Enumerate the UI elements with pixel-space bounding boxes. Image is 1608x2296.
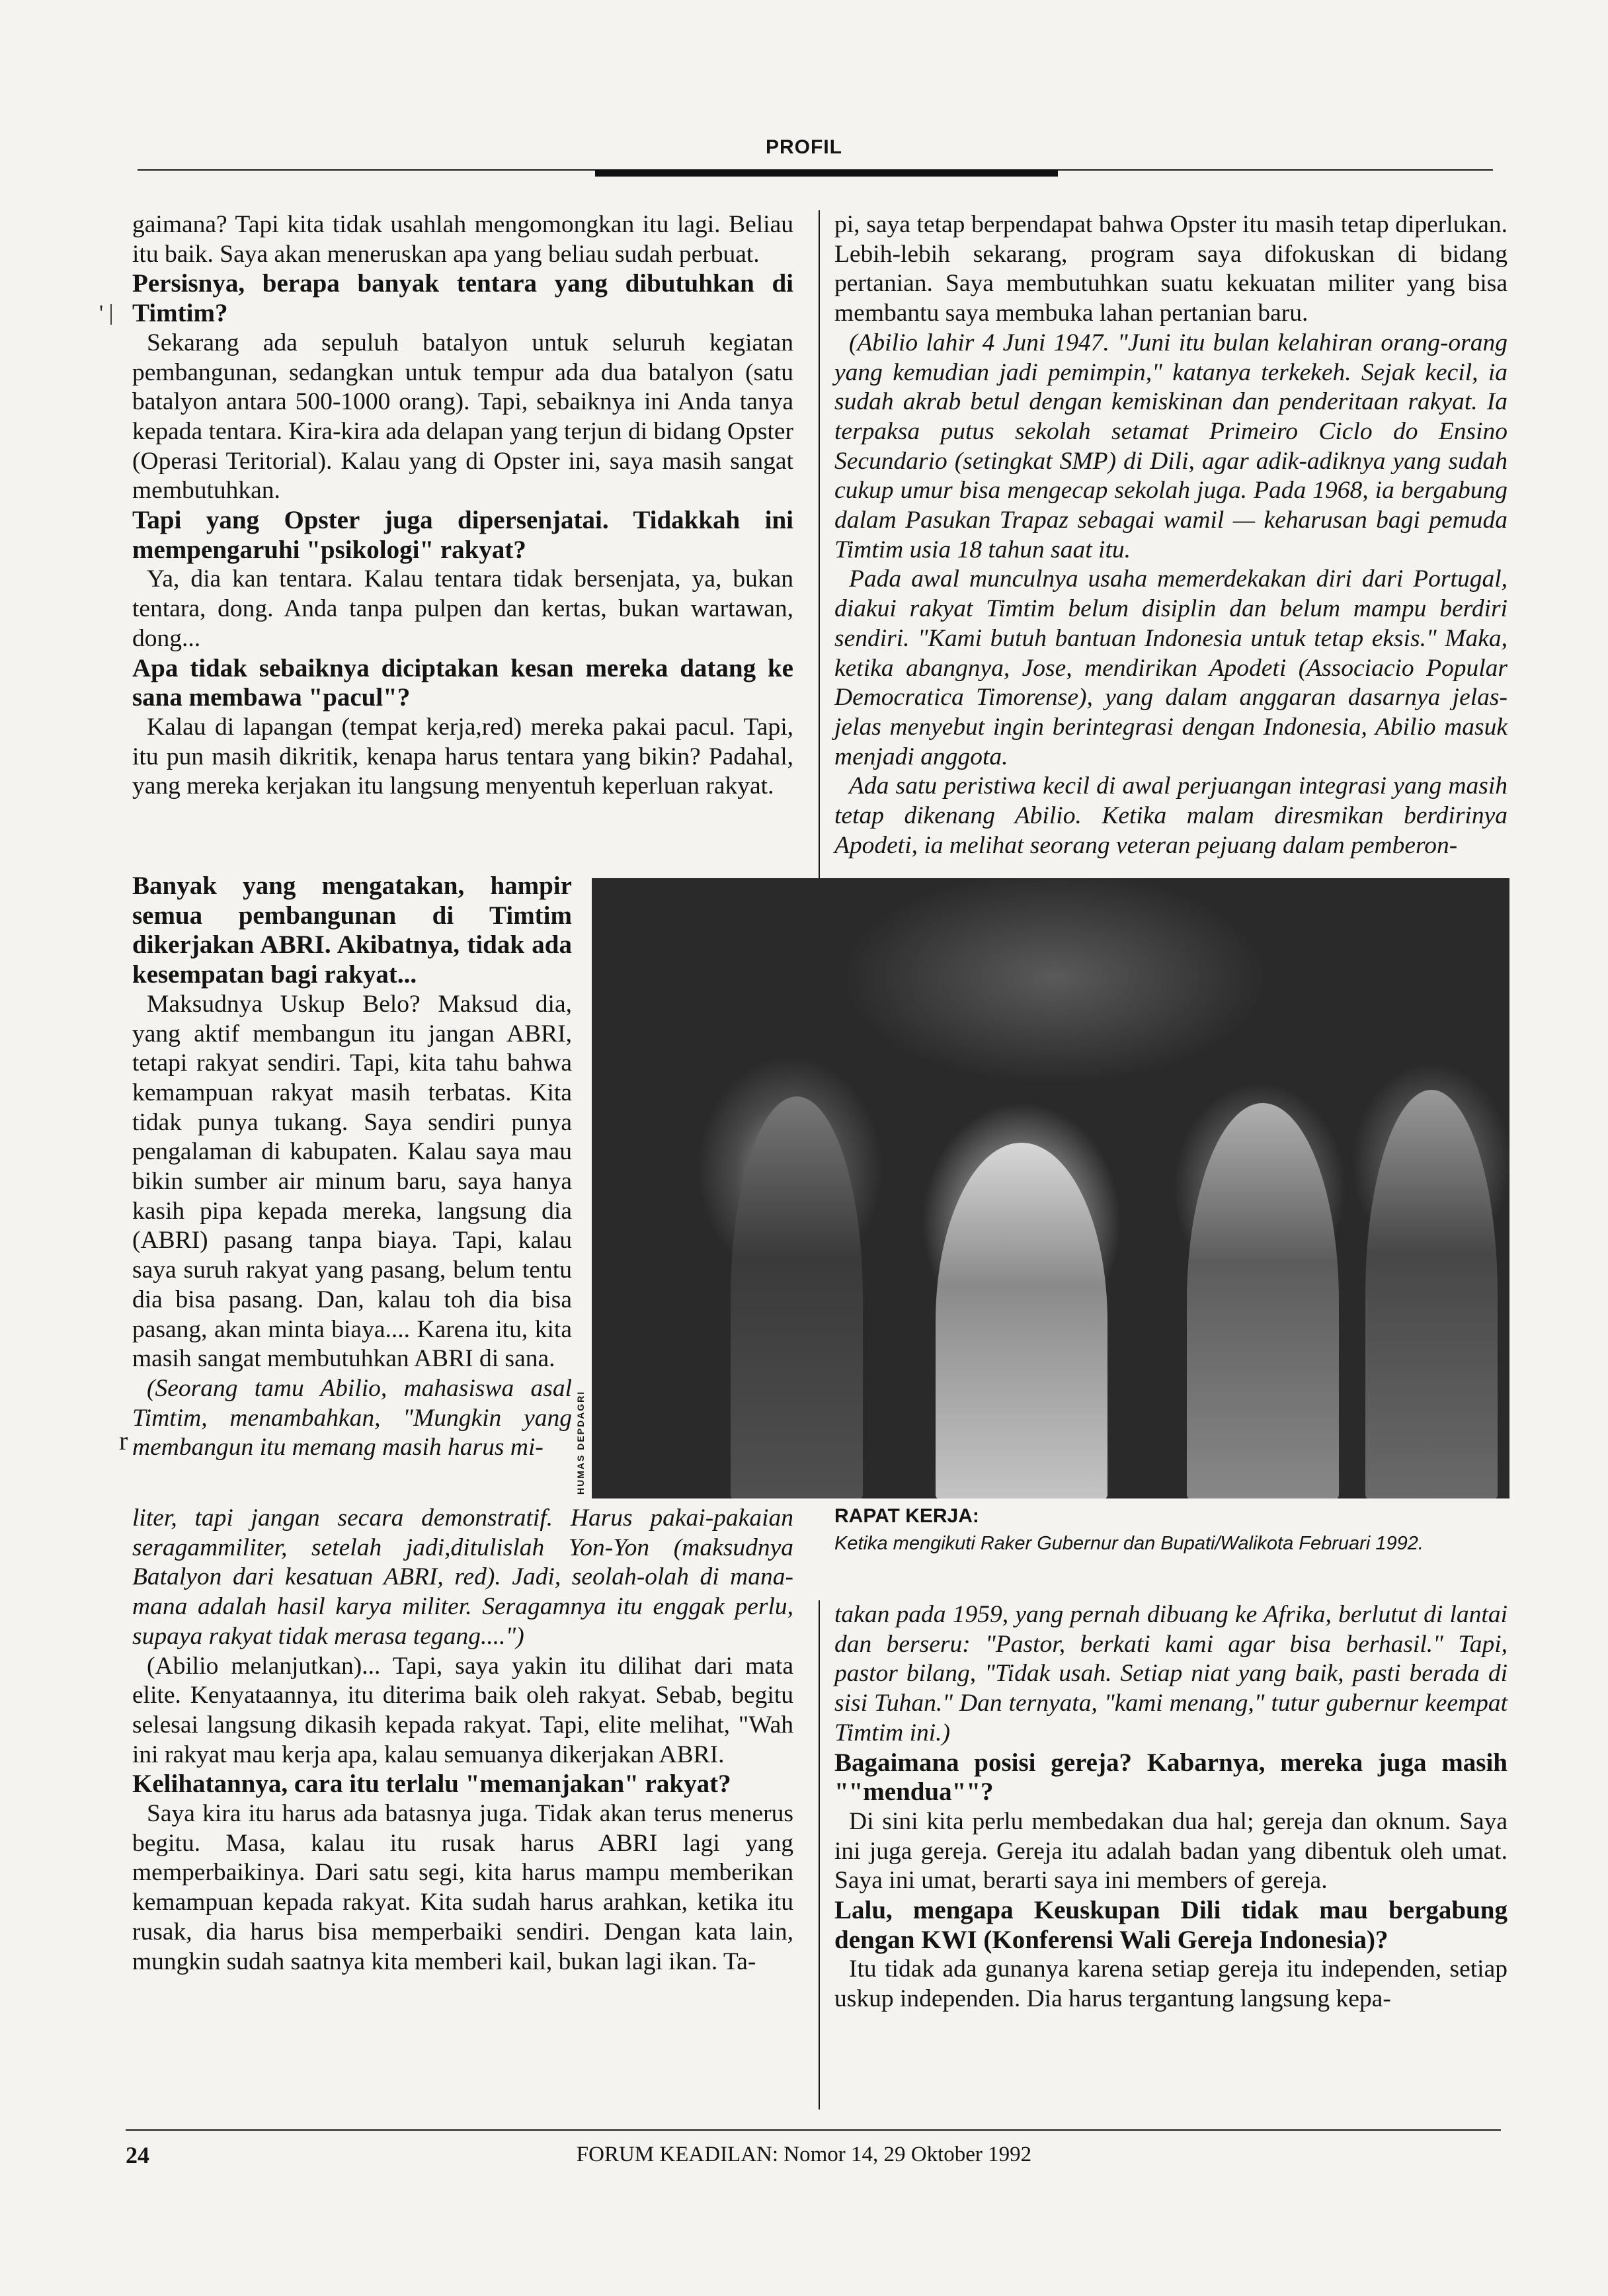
- margin-mark: r: [119, 1426, 128, 1456]
- article-column-right-bottom: [834, 1600, 1508, 2014]
- interview-question: Apa tidak sebaiknya diciptakan kesan mereka datang ke sana membawa "pacul"?: [132, 653, 793, 712]
- article-paragraph: Ya, dia kan tentara. Kalau tentara tidak bersenjata, ya, bukan tentara, dong. Anda tanpa pulpen dan kertas, bukan wartawan, dong...: [132, 565, 793, 652]
- article-paragraph: gaimana? Tapi kita tidak usahlah mengomongkan itu lagi. Beliau itu baik. Saya akan meneruskan apa yang beliau sudah perbuat.: [132, 211, 793, 268]
- article-column-left-bottom: [132, 1504, 793, 1977]
- interview-question: Persisnya, berapa banyak tentara yang dibutuhkan di Timtim?: [132, 269, 793, 328]
- interview-question: Tapi yang Opster juga dipersenjatai. Tidakkah ini mempengaruhi "psikologi" rakyat?: [132, 506, 793, 564]
- bottom-rule: [126, 2129, 1501, 2131]
- photo-person: [1187, 1103, 1339, 1498]
- photo-person: [1365, 1090, 1498, 1498]
- top-rule-accent: [595, 170, 1058, 177]
- article-paragraph: (Seorang tamu Abilio, mahasiswa asal Timtim, menambahkan, "Mungkin yang membangun itu memang masih harus mi-: [132, 1374, 572, 1461]
- interview-question: Bagaimana posisi gereja? Kabarnya, mereka juga masih ""mendua""?: [834, 1748, 1508, 1807]
- article-paragraph: Saya kira itu harus ada batasnya juga. Tidak akan terus menerus begitu. Masa, kalau itu rusak harus ABRI lagi yang memperbaikinya. Dari satu segi, kita harus mampu memberikan kemampuan kepada rakyat. Kita sudah harus arahkan, ketika itu rusak, dia harus bisa memperbaiki sendiri. Dengan kata lain, mungkin sudah saatnya kita memberi kail, bukan lagi ikan. Ta-: [132, 1800, 793, 1975]
- article-column-left-middle: [132, 872, 572, 1463]
- photo-person: [936, 1143, 1107, 1498]
- photo-person: [731, 1096, 863, 1498]
- article-paragraph: pi, saya tetap berpendapat bahwa Opster itu masih tetap diperlukan. Lebih-lebih sekarang, program saya difokuskan di bidang pertanian. Saya membutuhkan suatu kekuatan militer yang bisa membantu saya membuka lahan pertanian baru.: [834, 211, 1508, 327]
- interview-question: Banyak yang mengatakan, hampir semua pembangunan di Timtim dikerjakan ABRI. Akibatnya, tidak ada kesempatan bagi rakyat...: [132, 872, 572, 989]
- article-paragraph: (Abilio melanjutkan)... Tapi, saya yakin itu dilihat dari mata elite. Kenyataannya, itu diterima baik oleh rakyat. Sebab, begitu selesai langsung dikasih kepada rakyat. Tapi, elite melihat, "Wah ini rakyat mau kerja apa, kalau semuanya dikerjakan ABRI.: [132, 1652, 793, 1768]
- article-paragraph: liter, tapi jangan secara demonstratif. Harus pakai-pakaian seragammiliter, setelah jadi,ditulislah Yon-Yon (maksudnya Batalyon dari kesatuan ABRI, red). Jadi, seolah-olah di mana-mana adalah hasil karya militer. Seragamnya itu enggak perlu, supaya rakyat tidak merasa tegang...."): [132, 1504, 793, 1650]
- publication-footer: FORUM KEADILAN: Nomor 14, 29 Oktober 1992: [576, 2143, 1032, 2166]
- article-paragraph: (Abilio lahir 4 Juni 1947. "Juni itu bulan kelahiran orang-orang yang kemudian jadi pemimpin," katanya terkekeh. Sejak kecil, ia sudah akrab betul dengan kemiskinan dan penderitaan rakyat. Ia terpaksa putus sekolah setamat Primeiro Ciclo do Ensino Secundario (setingkat SMP) di Dili, agar adik-adiknya yang sudah cukup umur bisa mengecap sekolah juga. Pada 1968, ia bergabung dalam Pasukan Trapaz sebagai wamil — keharusan bagi pemuda Timtim usia 18 tahun saat itu.: [834, 329, 1508, 563]
- article-paragraph: Kalau di lapangan (tempat kerja,red) mereka pakai pacul. Tapi, itu pun masih dikritik, kenapa harus tentara yang bikin? Padahal, yang mereka kerjakan itu langsung menyentuh keperluan rakyat.: [132, 713, 793, 800]
- article-paragraph: Maksudnya Uskup Belo? Maksud dia, yang aktif membangun itu jangan ABRI, tetapi rakyat sendiri. Tapi, kita tahu bahwa kemampuan rakyat masih terbatas. Kita tidak punya tukang. Saya sendiri punya pengalaman di kabupaten. Kalau saya mau bikin sumber air minum baru, saya hanya kasih pipa kepada mereka, langsung dia (ABRI) pasang tanpa biaya. Tapi, kalau saya suruh rakyat yang pasang, belum tentu dia bisa pasang. Dan, kalau toh dia bisa pasang, akan minta biaya.... Karena itu, kita masih sangat membutuhkan ABRI di sana.: [132, 990, 572, 1373]
- page-number: 24: [126, 2142, 149, 2168]
- article-paragraph: Sekarang ada sepuluh batalyon untuk seluruh kegiatan pembangunan, sedangkan untuk tempur ada dua batalyon (satu batalyon antara 500-1000 orang). Tapi, sebaiknya ini Anda tanya kepada tentara. Kira-kira ada delapan yang terjun di bidang Opster (Operasi Teritorial). Kalau yang di Opster ini, saya masih sangat membutuhkan.: [132, 329, 793, 505]
- interview-question: Lalu, mengapa Keuskupan Dili tidak mau bergabung dengan KWI (Konferensi Wali Gereja Indonesia)?: [834, 1896, 1508, 1954]
- article-column-right-top: [834, 210, 1508, 860]
- news-photo: [592, 878, 1509, 1498]
- article-paragraph: Ada satu peristiwa kecil di awal perjuangan integrasi yang masih tetap dikenang Abilio. Ketika malam diresmikan berdirinya Apodeti, ia melihat seorang veteran pejuang dalam pemberon-: [834, 772, 1508, 859]
- article-paragraph: Pada awal munculnya usaha memerdekakan diri dari Portugal, diakui rakyat Timtim belum disiplin dan belum mampu berdiri sendiri. "Kami butuh bantuan Indonesia untuk tetap eksis." Maka, ketika abangnya, Jose, mendirikan Apodeti (Associacio Popular Democratica Timorense), yang dalam anggaran dasarnya jelas-jelas menyebut ingin berintegrasi dengan Indonesia, Abilio masuk menjadi anggota.: [834, 565, 1508, 770]
- article-column-left: [132, 210, 793, 801]
- article-paragraph: takan pada 1959, yang pernah dibuang ke Afrika, berlutut di lantai dan berseru: "Pastor, berkati kami agar bisa berhasil." Tapi, pastor bilang, "Tidak usah. Setiap niat yang baik, pasti berada di sisi Tuhan." Dan ternyata, "kami menang," tutur gubernur keempat Timtim ini.): [834, 1601, 1508, 1746]
- section-label: PROFIL: [766, 136, 842, 158]
- photo-credit: HUMAS DEPDAGRI: [575, 1390, 586, 1495]
- column-divider: [819, 1600, 820, 2110]
- column-divider: [819, 210, 820, 878]
- photo-caption-title: RAPAT KERJA:: [834, 1505, 979, 1527]
- interview-question: Kelihatannya, cara itu terlalu "memanjakan" rakyat?: [132, 1770, 731, 1799]
- photo-caption: Ketika mengikuti Raker Gubernur dan Bupati/Walikota Februari 1992.: [834, 1533, 1424, 1554]
- article-paragraph: Di sini kita perlu membedakan dua hal; gereja dan oknum. Saya ini juga gereja. Gereja itu adalah badan yang dibentuk oleh umat. Saya ini umat, berarti saya ini members of gereja.: [834, 1807, 1508, 1895]
- margin-mark: ' |: [99, 301, 114, 325]
- article-paragraph: Itu tidak ada gunanya karena setiap gereja itu independen, setiap uskup independen. Dia harus tergantung langsung kepa-: [834, 1955, 1508, 2013]
